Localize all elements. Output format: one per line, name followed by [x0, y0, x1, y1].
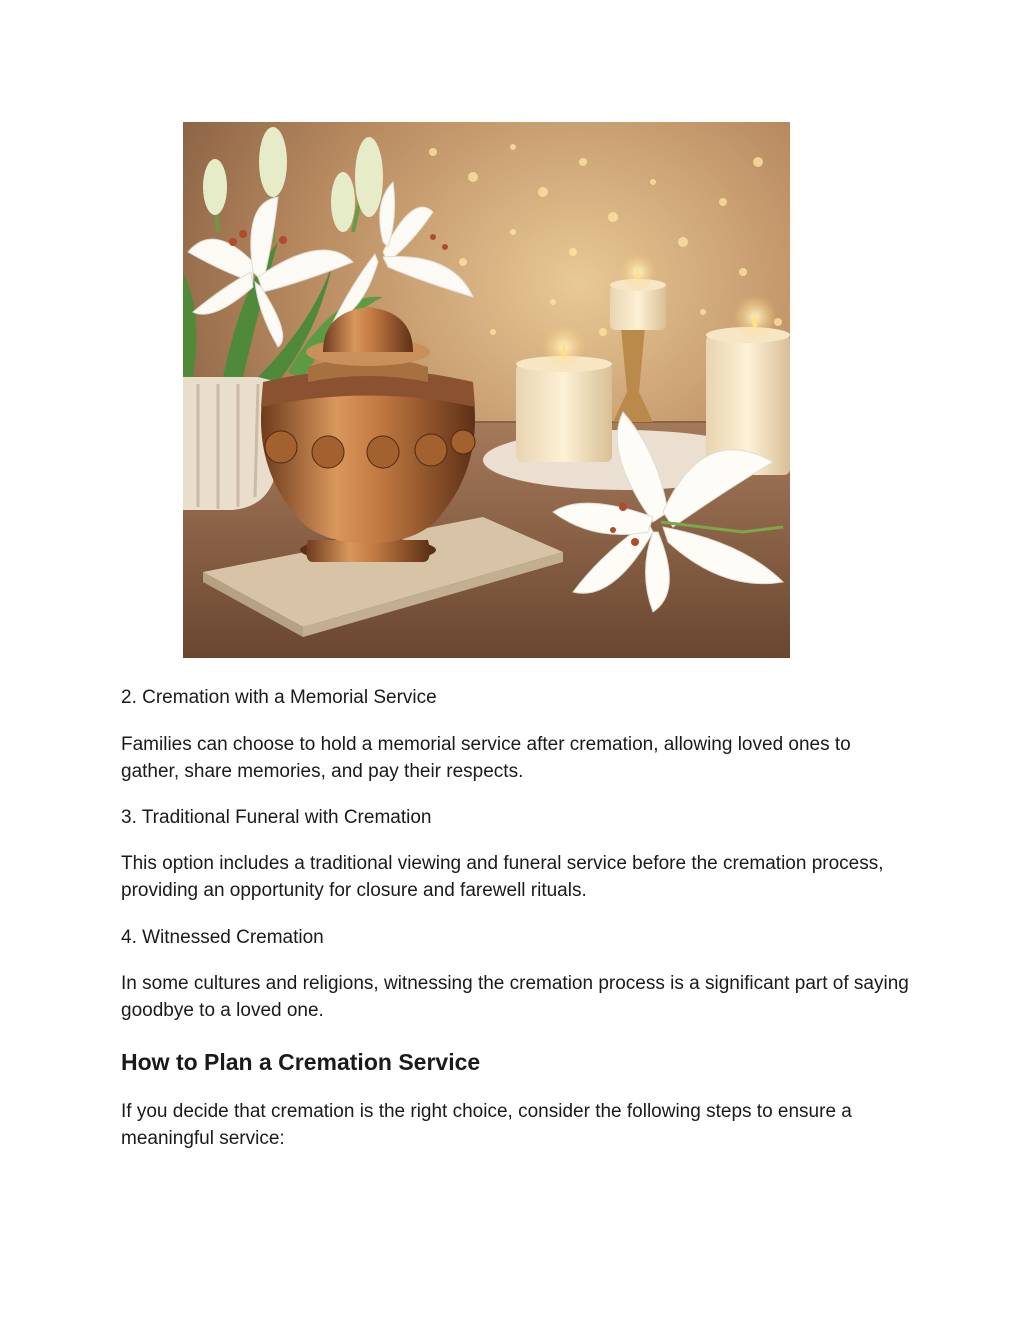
plan-intro: If you decide that cremation is the right choice, consider the following steps to ensure a meaningful service: — [121, 1101, 852, 1149]
section-body-witnessed-cremation: In some cultures and religions, witnessing the cremation process is a significant part of saying goodbye to a loved one. — [121, 973, 909, 1021]
section-body-traditional-funeral: This option includes a traditional viewing and funeral service before the cremation process, providing an opportunity for closure and farewell rituals. — [121, 853, 884, 901]
section-title-witnessed-cremation: 4. Witnessed Cremation — [121, 927, 324, 948]
section-title-memorial-service: 2. Cremation with a Memorial Service — [121, 687, 437, 708]
section-title-traditional-funeral: 3. Traditional Funeral with Cremation — [121, 807, 432, 828]
plan-heading: How to Plan a Cremation Service — [121, 1049, 481, 1075]
section-body-memorial-service: Families can choose to hold a memorial service after cremation, allowing loved ones to gather, share memories, and pay their respects. — [121, 734, 851, 782]
urn-lilies-image — [183, 122, 790, 658]
